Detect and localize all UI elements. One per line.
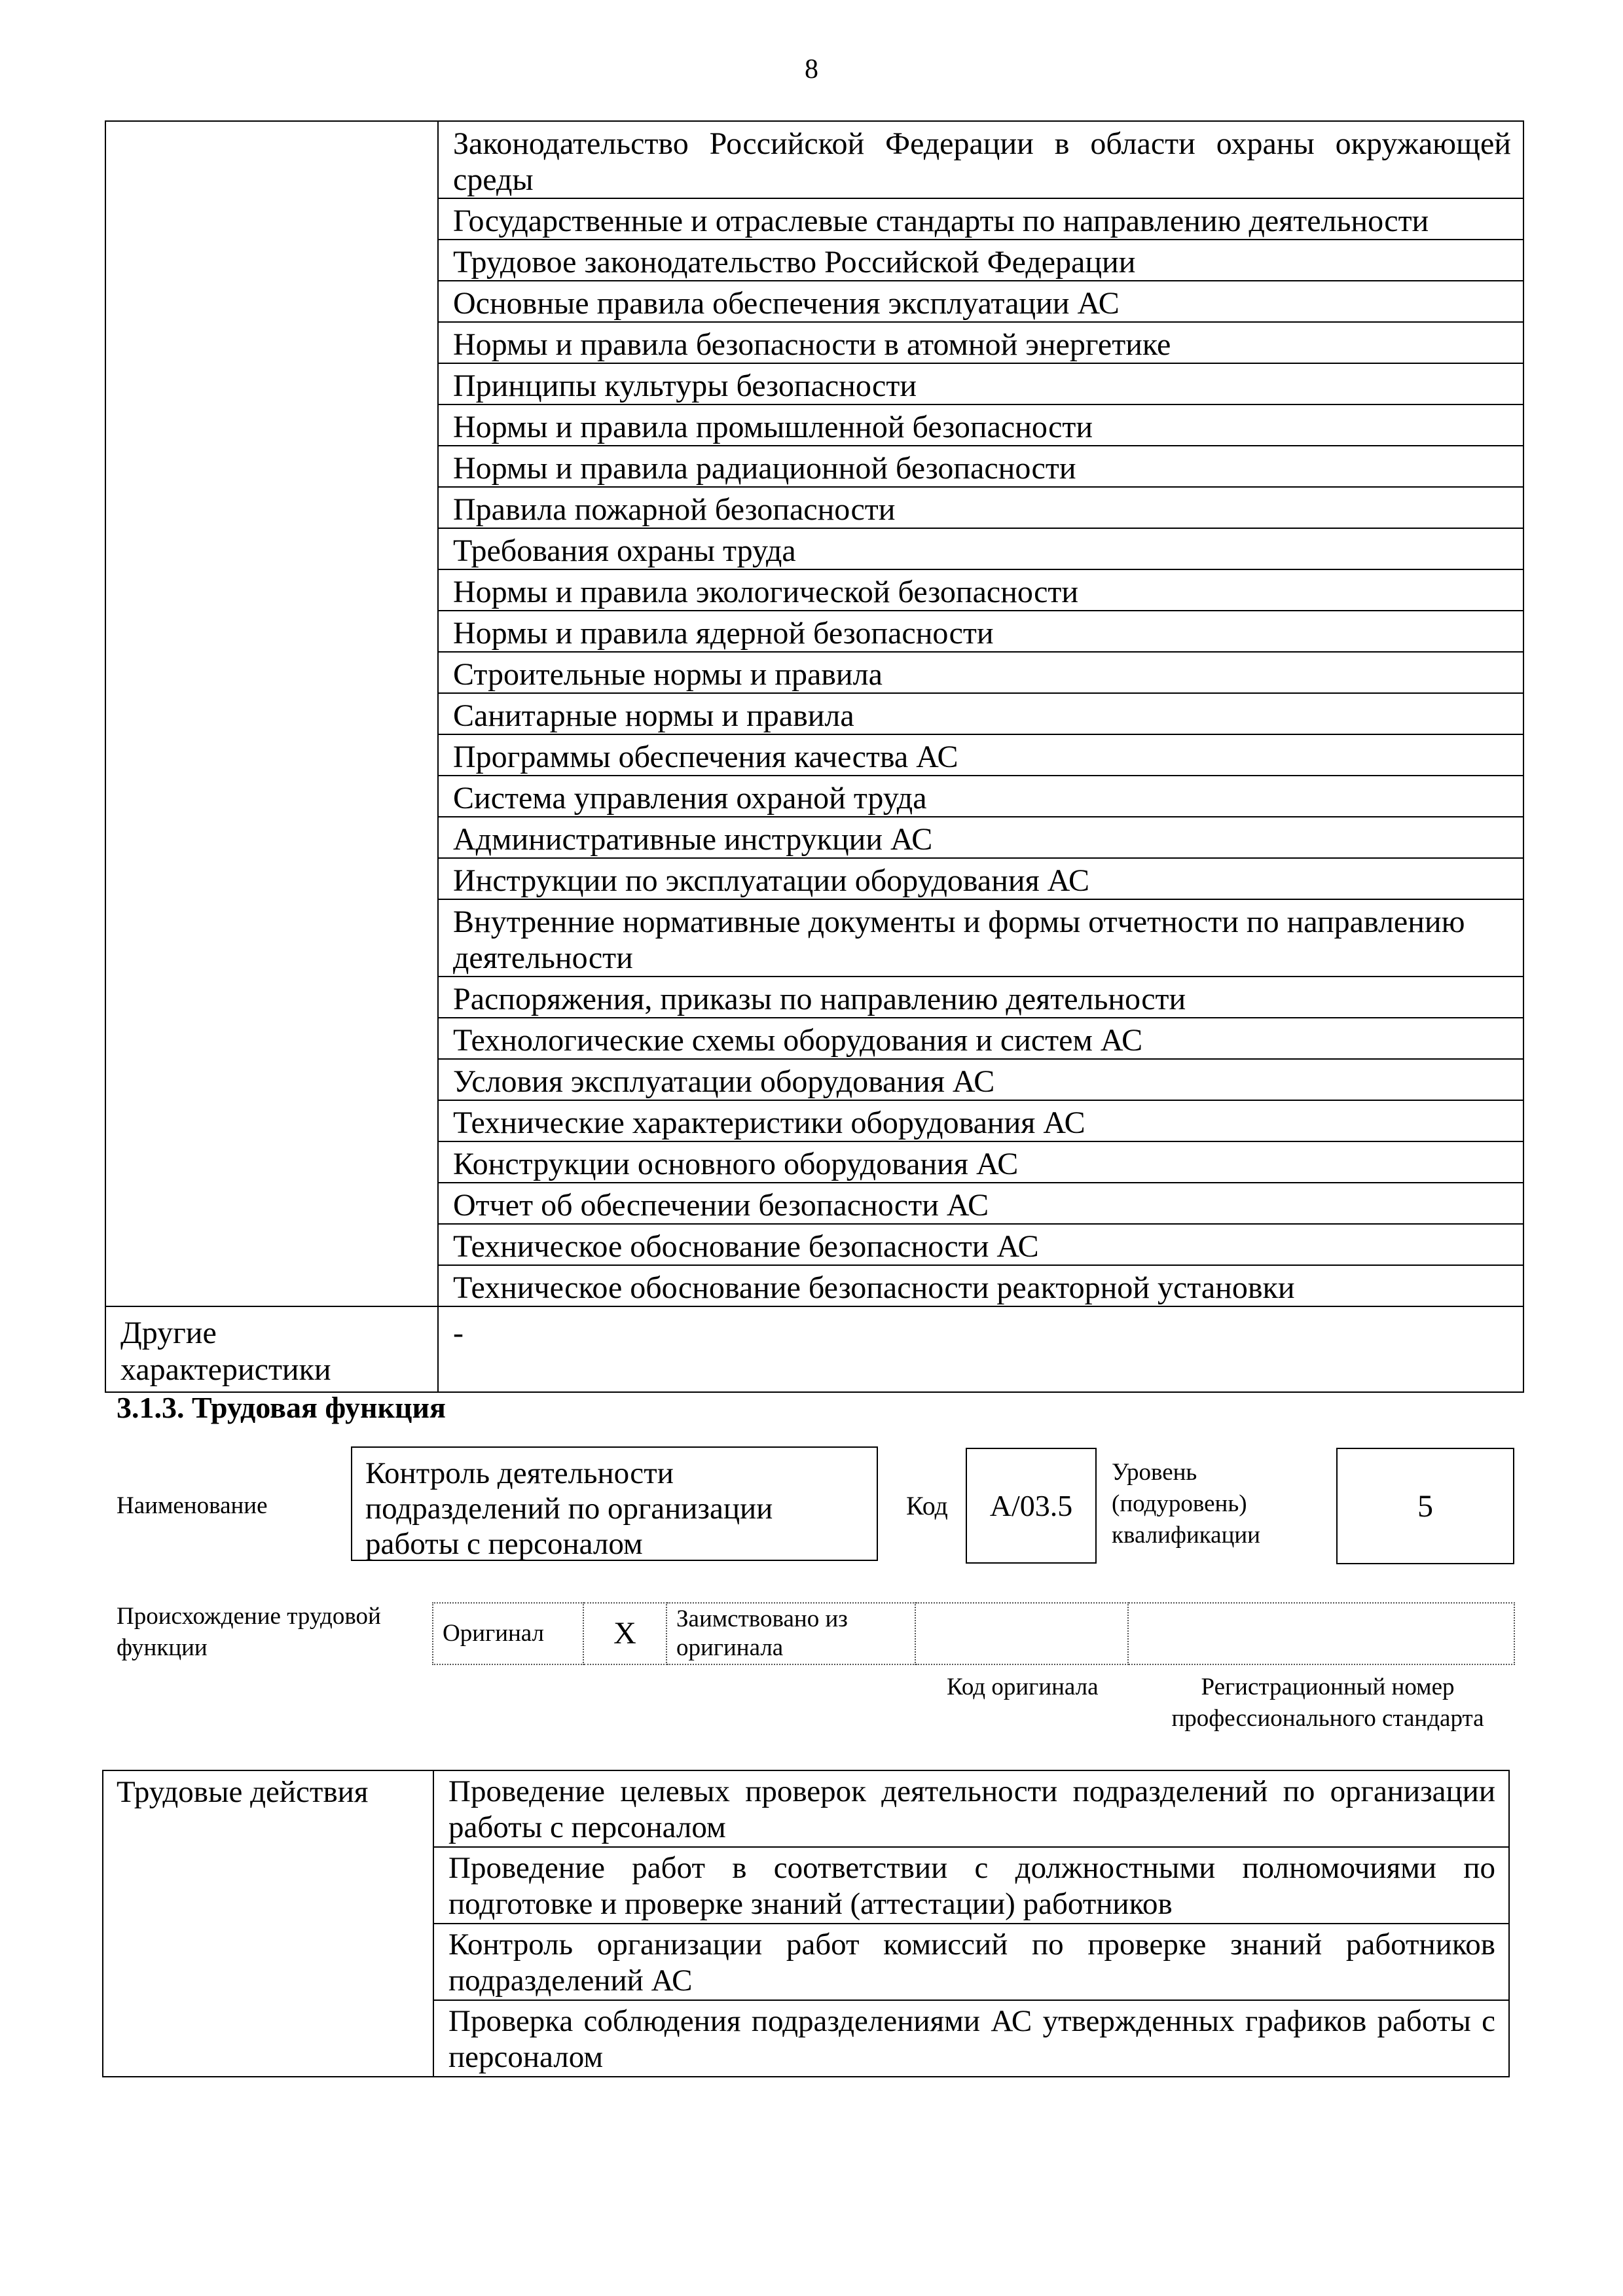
knowledge-item: Система управления охраной труда [438,776,1523,817]
knowledge-item: Распоряжения, приказы по направлению деятельности [438,977,1523,1018]
knowledge-item: Нормы и правила радиационной безопасности [438,446,1523,487]
knowledge-item: Законодательство Российской Федерации в области охраны окружающей среды [438,121,1523,198]
knowledge-item: Нормы и правила ядерной безопасности [438,611,1523,652]
knowledge-item: Строительные нормы и правила [438,652,1523,693]
actions-label: Трудовые действия [103,1770,433,2077]
knowledge-item: Трудовое законодательство Российской Федерации [438,240,1523,281]
function-code-value: А/03.5 [989,1489,1073,1522]
table-row [103,1770,1509,1847]
action-item: Проведение целевых проверок деятельности подразделений по организации работы с персоналом [433,1770,1509,1847]
knowledge-item: Технологические схемы оборудования и систем АС [438,1018,1523,1059]
other-characteristics-label: Другие характеристики [105,1306,438,1392]
origin-code-cell [915,1603,1128,1664]
knowledge-table [105,120,1524,1393]
reg-number-caption: Регистрационный номер профессионального стандарта [1171,1674,1484,1732]
knowledge-item: Принципы культуры безопасности [438,363,1523,404]
knowledge-item: Техническое обоснование безопасности реакторной установки [438,1265,1523,1306]
knowledge-item: Условия эксплуатации оборудования АС [438,1059,1523,1100]
knowledge-label-cell [105,121,438,1306]
qualification-level-box [1336,1448,1514,1564]
knowledge-item: Основные правила обеспечения эксплуатации АС [438,281,1523,322]
qualification-level-value: 5 [1417,1488,1433,1524]
knowledge-item: Техническое обоснование безопасности АС [438,1224,1523,1265]
origin-reg-number-cell [1128,1603,1514,1664]
action-item: Контроль организации работ комиссий по проверке знаний работников подразделений АС [433,1924,1509,2000]
table-row [105,1306,1523,1392]
level-label: Уровень (подуровень) квалификации [1112,1459,1260,1549]
section-title: 3.1.3. Трудовая функция [117,1391,446,1424]
knowledge-item: Административные инструкции АС [438,817,1523,858]
function-name-box: Контроль деятельности подразделений по организации работы с персоналом [351,1446,878,1561]
knowledge-item: Нормы и правила безопасности в атомной энергетике [438,322,1523,363]
knowledge-item: Санитарные нормы и правила [438,693,1523,734]
knowledge-item: Внутренние нормативные документы и формы отчетности по направлению деятельности [438,899,1523,977]
origin-label: Происхождение трудовой функции [117,1603,381,1661]
actions-table [102,1770,1510,2077]
page-number: 8 [805,54,818,84]
origin-original-cell: Оригинал [433,1603,583,1664]
origin-mark-cell: X [583,1603,666,1664]
knowledge-item: Нормы и правила экологической безопасности [438,569,1523,611]
knowledge-item: Инструкции по эксплуатации оборудования АС [438,858,1523,899]
knowledge-item: Отчет об обеспечении безопасности АС [438,1183,1523,1224]
action-item: Проведение работ в соответствии с должностными полномочиями по подготовке и проверке знаний (аттестации) работников [433,1847,1509,1924]
knowledge-item: Программы обеспечения качества АС [438,734,1523,776]
table-row [105,121,1523,198]
table-row [433,1603,1514,1664]
knowledge-item: Нормы и правила промышленной безопасности [438,404,1523,446]
function-code-box [966,1448,1097,1564]
code-label: Код [906,1491,948,1520]
knowledge-item: Требования охраны труда [438,528,1523,569]
knowledge-item: Конструкции основного оборудования АС [438,1141,1523,1183]
original-code-caption: Код оригинала [947,1674,1099,1700]
knowledge-item: Технические характеристики оборудования АС [438,1100,1523,1141]
other-characteristics-value: - [438,1306,1523,1392]
action-item: Проверка соблюдения подразделениями АС утвержденных графиков работы с персоналом [433,2000,1509,2077]
knowledge-item: Правила пожарной безопасности [438,487,1523,528]
name-label: Наименование [117,1492,268,1519]
origin-borrowed-cell: Заимствовано из оригинала [666,1603,915,1664]
knowledge-item: Государственные и отраслевые стандарты по направлению деятельности [438,198,1523,240]
origin-table [432,1602,1515,1665]
